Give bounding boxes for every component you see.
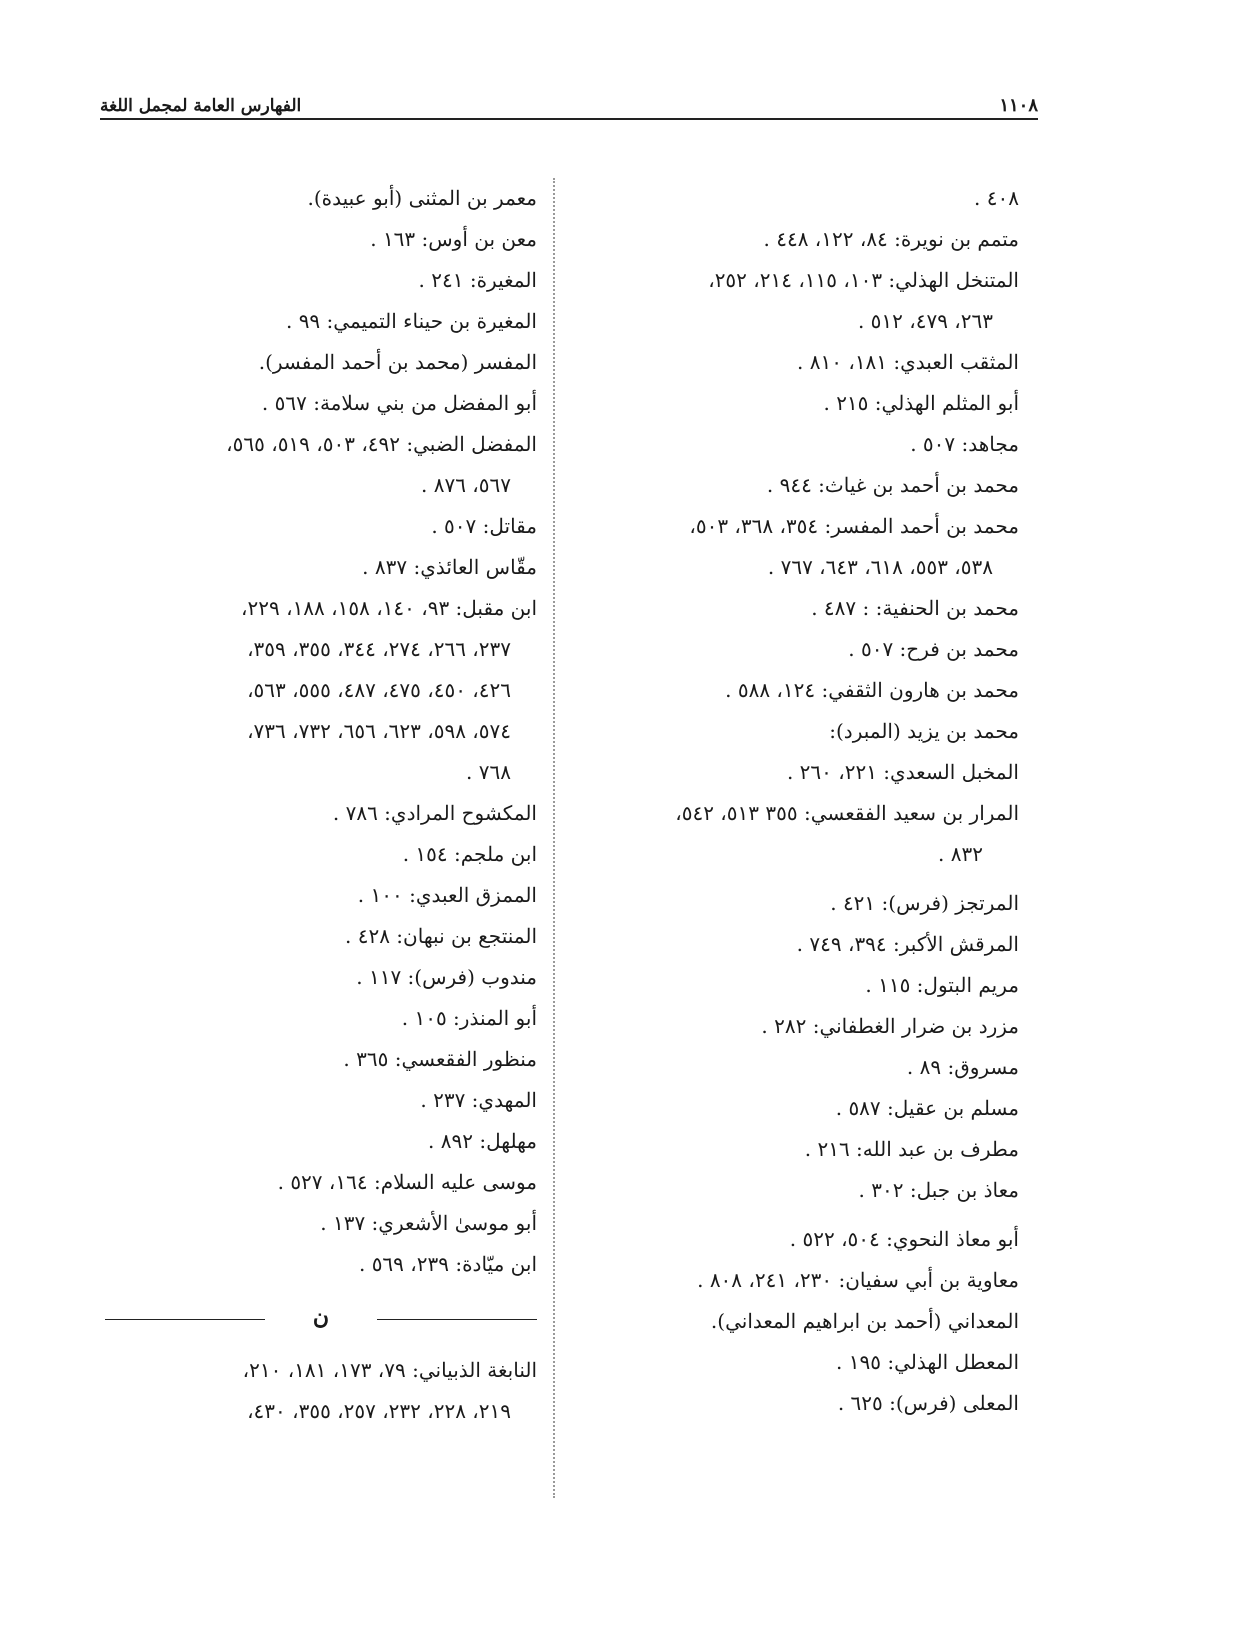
index-entry: ٤٠٨ . [974, 186, 1019, 210]
index-entry: معن بن أوس: ١٦٣ . [370, 227, 537, 251]
index-entry: محمد بن الحنفية: : ٤٨٧ . [811, 596, 1019, 620]
index-entry: ٥٣٨، ٥٥٣، ٦١٨، ٦٤٣، ٧٦٧ . [767, 555, 993, 579]
index-entry: ابن مقبل: ٩٣، ١٤٠، ١٥٨، ١٨٨، ٢٢٩، [241, 596, 537, 620]
index-entry: المرقش الأكبر: ٣٩٤، ٧٤٩ . [796, 932, 1019, 956]
index-entry: أبو المنذر: ١٠٥ . [401, 1006, 537, 1030]
index-entry: ٤٢٦، ٤٥٠، ٤٧٥، ٤٨٧، ٥٥٥، ٥٦٣، [247, 678, 511, 702]
index-entry: ابن ميّادة: ٢٣٩، ٥٦٩ . [358, 1252, 537, 1276]
section-rule-left [105, 1319, 265, 1320]
index-entry: المعلى (فرس): ٦٢٥ . [837, 1391, 1019, 1415]
index-entry: معاذ بن جبل: ٣٠٢ . [858, 1178, 1019, 1202]
index-entry: معاوية بن أبي سفيان: ٢٣٠، ٢٤١، ٨٠٨ . [697, 1268, 1019, 1292]
index-entries-mim [105, 178, 537, 1285]
page-header [100, 82, 1038, 116]
index-entry: مزرد بن ضرار الغطفاني: ٢٨٢ . [761, 1014, 1019, 1038]
index-entry: المعداني (أحمد بن ابراهيم المعداني). [710, 1309, 1019, 1333]
index-column-right [587, 178, 1019, 1424]
index-entry: المهدي: ٢٣٧ . [420, 1088, 537, 1112]
index-entry: ٢٣٧، ٢٦٦، ٢٧٤، ٣٤٤، ٣٥٥، ٣٥٩، [247, 637, 511, 661]
index-entry: المرتجز (فرس): ٤٢١ . [830, 891, 1019, 915]
header-rule [100, 118, 1038, 120]
index-entry: مندوب (فرس): ١١٧ . [356, 965, 537, 989]
index-entry: المفسر (محمد بن أحمد المفسر). [258, 350, 537, 374]
index-entry: النابغة الذبياني: ٧٩، ١٧٣، ١٨١، ٢١٠، [242, 1358, 537, 1382]
index-entry: مسلم بن عقيل: ٥٨٧ . [835, 1096, 1019, 1120]
index-entry: الممزق العبدي: ١٠٠ . [357, 883, 537, 907]
index-entry: منظور الفقعسي: ٣٦٥ . [343, 1047, 537, 1071]
index-entry: المخبل السعدي: ٢٢١، ٢٦٠ . [786, 760, 1019, 784]
index-entry: أبو معاذ النحوي: ٥٠٤، ٥٢٢ . [789, 1227, 1019, 1251]
index-entry: المفضل الضبي: ٤٩٢، ٥٠٣، ٥١٩، ٥٦٥، [226, 432, 537, 456]
index-entry: أبو المثلم الهذلي: ٢١٥ . [823, 391, 1019, 415]
index-entry: المكشوح المرادي: ٧٨٦ . [332, 801, 537, 825]
index-column-left [105, 178, 537, 1432]
index-entry: المغيرة: ٢٤١ . [418, 268, 537, 292]
index-entry: ٥٦٧، ٨٧٦ . [421, 473, 511, 497]
index-entry: مريم البتول: ١١٥ . [865, 973, 1019, 997]
section-letter: ن [312, 1304, 330, 1330]
index-entry: محمد بن أحمد المفسر: ٣٥٤، ٣٦٨، ٥٠٣، [689, 514, 1019, 538]
section-heading [105, 1297, 537, 1338]
index-entry: المرار بن سعيد الفقعسي: ٣٥٥ ٥١٣، ٥٤٢، [675, 801, 1019, 825]
index-entry: المثقب العبدي: ١٨١، ٨١٠ . [797, 350, 1019, 374]
column-divider [553, 178, 555, 1498]
index-entry: مطرف بن عبد الله: ٢١٦ . [804, 1137, 1019, 1161]
index-entry: المعطل الهذلي: ١٩٥ . [836, 1350, 1019, 1374]
index-entry: ٧٦٨ . [466, 760, 511, 784]
index-entry: متمم بن نويرة: ٨٤، ١٢٢، ٤٤٨ . [763, 227, 1019, 251]
index-entry: محمد بن يزيد (المبرد): [829, 719, 1019, 743]
index-entry: ٢٦٣، ٤٧٩، ٥١٢ . [857, 309, 993, 333]
index-entry: أبو موسىٰ الأشعري: ١٣٧ . [320, 1211, 537, 1235]
index-entry: ٢١٩، ٢٢٨، ٢٣٢، ٢٥٧، ٣٥٥، ٤٣٠، [247, 1399, 511, 1423]
running-title: الفهارس العامة لمجمل اللغة [100, 96, 302, 116]
index-entry: مجاهد: ٥٠٧ . [910, 432, 1019, 456]
index-entry: مسروق: ٨٩ . [906, 1055, 1019, 1079]
index-entry: ٥٧٤، ٥٩٨، ٦٢٣، ٦٥٦، ٧٣٢، ٧٣٦، [247, 719, 511, 743]
index-entry: مقّاس العائذي: ٨٣٧ . [362, 555, 537, 579]
index-entry: ٨٣٢ . [938, 842, 983, 866]
index-entry: معمر بن المثنى (أبو عبيدة). [307, 186, 537, 210]
index-entry: موسى عليه السلام: ١٦٤، ٥٢٧ . [277, 1170, 537, 1194]
index-entry: المنتجع بن نبهان: ٤٢٨ . [345, 924, 537, 948]
index-entry: محمد بن فرح: ٥٠٧ . [848, 637, 1019, 661]
index-entry: مقاتل: ٥٠٧ . [431, 514, 537, 538]
index-entry: ابن ملجم: ١٥٤ . [402, 842, 537, 866]
index-entry: المتنخل الهذلي: ١٠٣، ١١٥، ٢١٤، ٢٥٢، [708, 268, 1019, 292]
page-number: ١١٠٨ [999, 95, 1038, 116]
index-entry: محمد بن أحمد بن غياث: ٩٤٤ . [766, 473, 1019, 497]
index-entry: محمد بن هارون الثقفي: ١٢٤، ٥٨٨ . [725, 678, 1019, 702]
index-entry: مهلهل: ٨٩٢ . [428, 1129, 537, 1153]
index-entries-nun [105, 1350, 537, 1432]
index-entry: أبو المفضل من بني سلامة: ٥٦٧ . [261, 391, 537, 415]
section-rule-right [377, 1319, 537, 1320]
index-entry: المغيرة بن حيناء التميمي: ٩٩ . [285, 309, 537, 333]
